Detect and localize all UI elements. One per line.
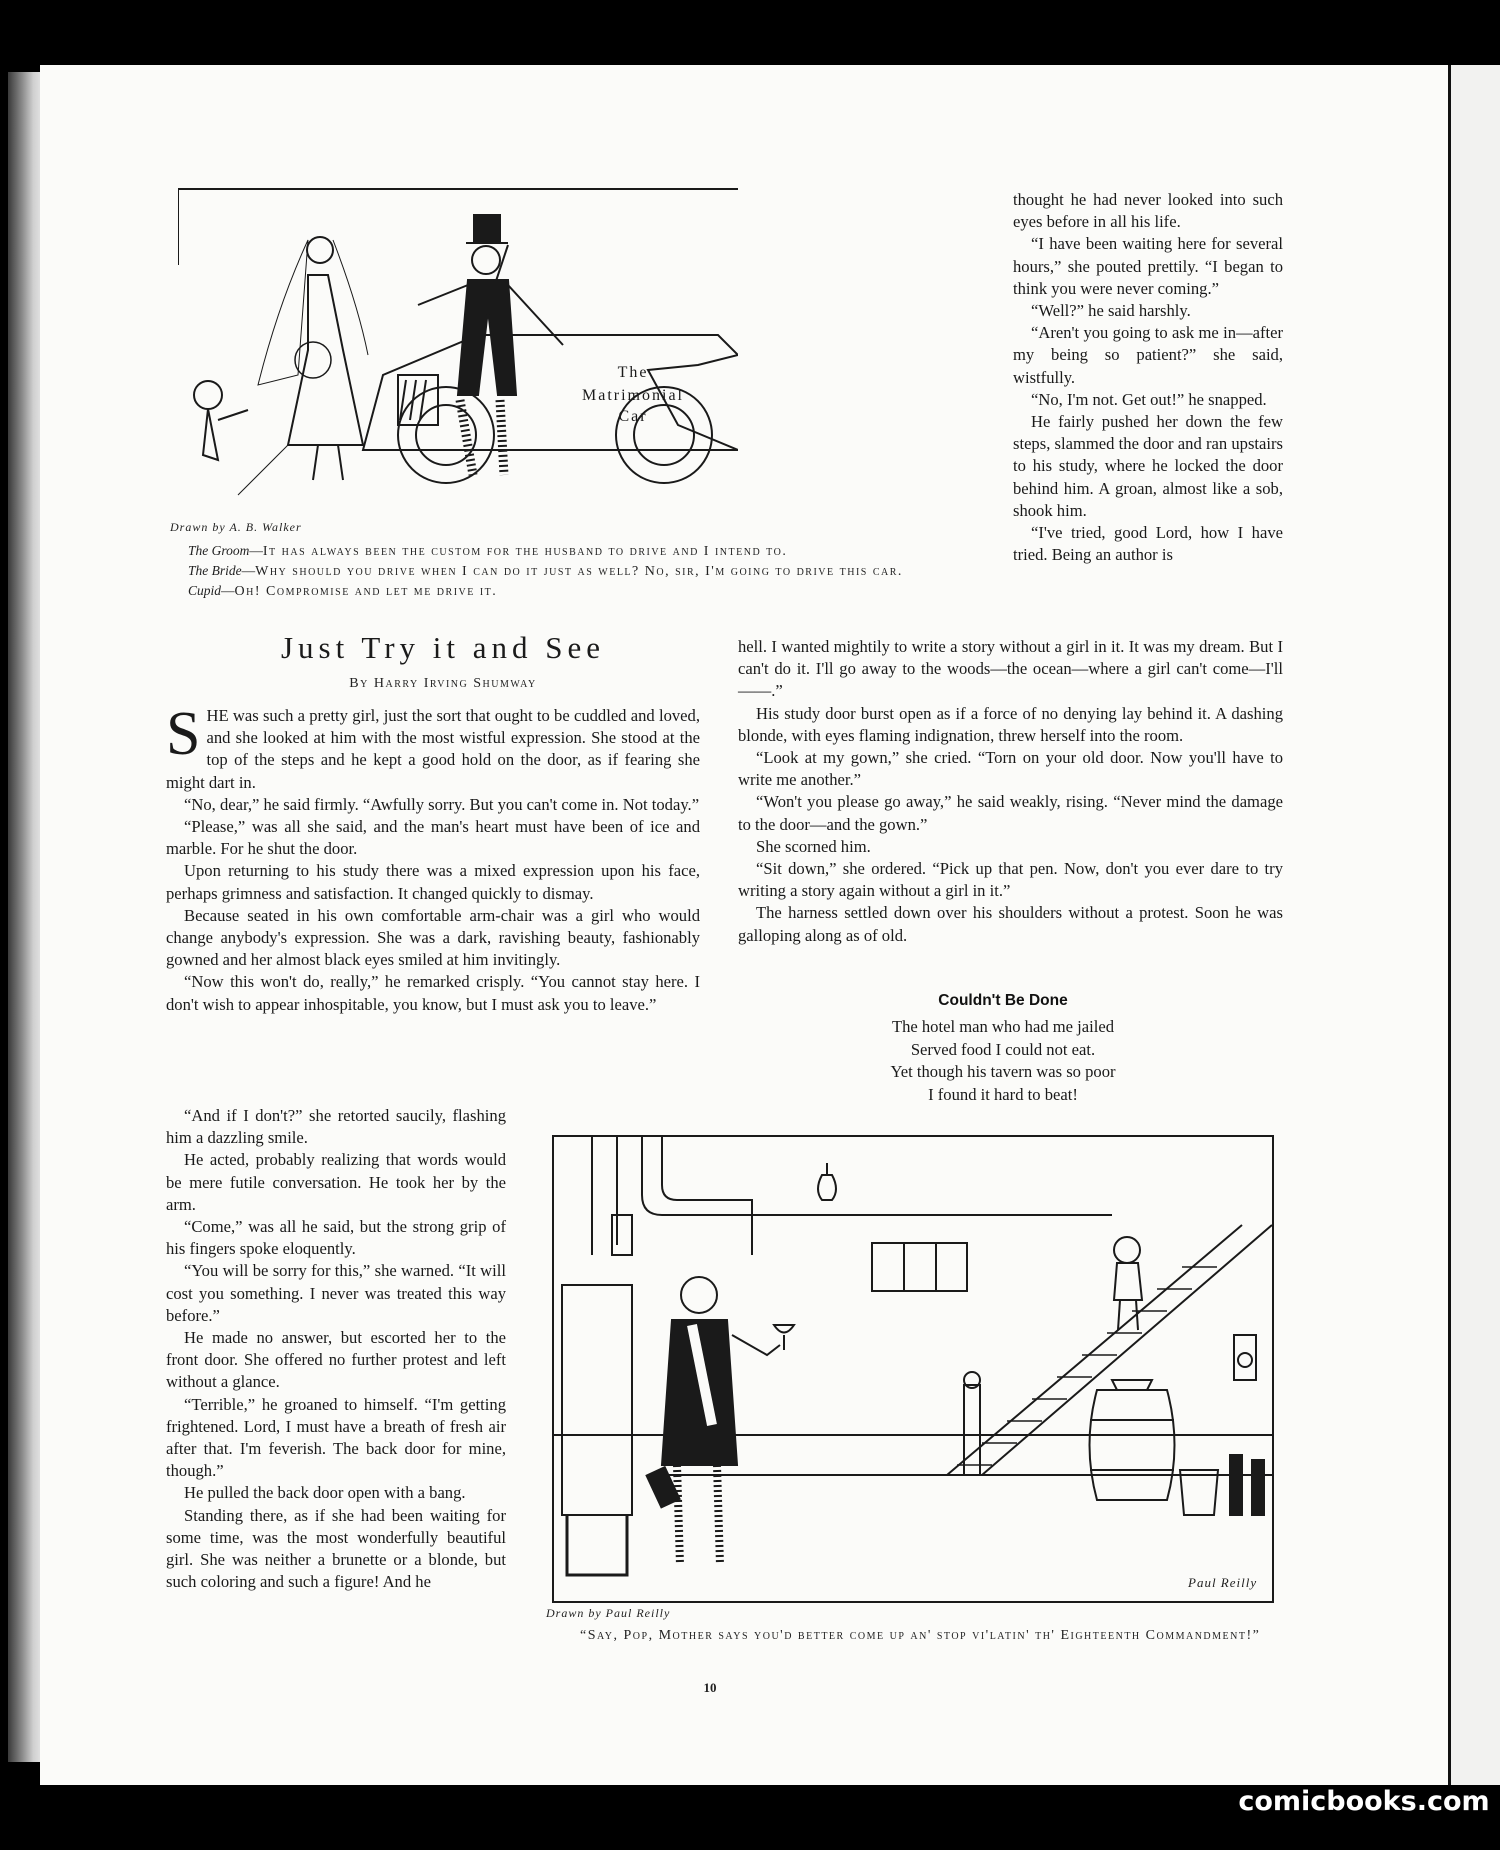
story-column-1-narrow [166,1105,506,1593]
bottom-cartoon-caption: “Say, Pop, Mother says you'd better come up an' stop vi'latin' th' Eighteenth Commandment!” [580,1628,1261,1643]
story-paragraph: “I have been waiting here for several hours,” she pouted prettily. “I began to think you were never coming.” [1013,234,1283,298]
poem-title: Couldn't Be Done [938,992,1068,1009]
story-paragraph: She scorned him. [756,836,871,856]
story-paragraph: “Won't you please go away,” he said weakly, rising. “Never mind the damage to the door—and the gown.” [738,792,1283,834]
bottom-cartoon-credit: Drawn by Paul Reilly [546,1606,671,1620]
poem-line: Served food I could not eat. [910,1039,1096,1059]
story-paragraph: “No, I'm not. Get out!” he snapped. [1031,389,1267,409]
poem-line: The hotel man who had me jailed [891,1017,1115,1036]
story-paragraph: “No, dear,” he said firmly. “Awfully sorry. But you can't come in. Not today.” [184,794,700,814]
story-paragraph: He fairly pushed her down the few steps, slammed the door and ran upstairs to his study, where he locked the door behind him. A groan, almost like a sob, shook him. [1013,412,1283,520]
story-paragraph: “Look at my gown,” she cried. “Torn on your old door. Now you'll have to write me another.” [738,748,1283,790]
story-paragraph: “Now this won't do, really,” he remarked crisply. “You cannot stay here. I don't wish to appear inhospitable, you know, but I must ask you to leave.” [166,972,700,1014]
site-watermark: comicbooks.com [1238,1786,1490,1817]
caption-line-cupid: Cupid—Oh! Compromise and let me drive it. [188,583,498,599]
story-paragraph: “Come,” was all he said, but the strong grip of his fingers spoke eloquently. [166,1217,506,1259]
story-paragraph: “Please,” was all she said, and the man's heart must have been of ice and marble. For he shut the door. [166,817,700,859]
story-paragraph: “I've tried, good Lord, how I have tried. Being an author is [1013,523,1283,565]
story-paragraph: hell. I wanted mightily to write a story without a girl in it. It was my dream. But I can't do it. I'll go away to the woods—the ocean—where a girl can't come—I'll——.” [738,637,1283,701]
cellar-illustration [552,1135,1274,1603]
story-column-right-top [1013,189,1283,566]
cartoon-illustration [178,185,738,515]
byline-text: By Harry Irving Shumway [349,676,537,691]
cellar-cartoon [552,1135,1274,1603]
car-lettering-2: Matrimonial [582,387,684,404]
story-paragraph: “Well?” he said harshly. [1031,301,1191,321]
story-paragraph: He acted, probably realizing that words would be mere futile conversation. He took her by the arm. [166,1150,506,1214]
matrimonial-car-cartoon [178,185,738,515]
car-lettering-1: The [617,364,649,381]
binding-spine [8,72,44,1762]
speaker-cupid: Cupid [188,583,222,598]
caption-text-groom: It has always been the custom for the husband to drive and I intend to. [262,544,788,559]
poem-line: I found it hard to beat! [928,1084,1078,1104]
story-byline [188,676,698,692]
story-paragraph: Because seated in his own comfortable arm-chair was a girl who would change anybody's expression. She was a dark, ravishing beauty, fashionably gowned and her almost black eyes smiled at him invitingly. [166,905,700,970]
opening-text: HE was such a pretty girl, just the sort that ought to be cuddled and loved, and she looked at him with the most wistful expression. She stood at the top of the steps and he kept a good hold on the door, as if fearing she might dart in. [166,706,700,792]
story-column-2 [738,636,1283,947]
page-edge [1448,65,1500,1785]
caption-line-groom: The Groom—It has always been the custom for the husband to drive and I intend to. [188,543,788,559]
car-lettering-3: Car [618,408,648,425]
story-paragraph: His study door burst open as if a force of no denying lay behind it. A dashing blonde, with eyes flaming indignation, threw herself into the room. [738,703,1283,745]
poem [738,1016,1268,1106]
top-cartoon-credit: Drawn by A. B. Walker [170,520,302,534]
story-paragraph: “Aren't you going to ask me in—after my being so patient?” she said, wistfully. [1013,323,1283,387]
story-title: Just Try it and See [280,630,606,665]
story-paragraph: “Sit down,” she ordered. “Pick up that pen. Now, don't you ever dare to try writing a story again without a girl in it.” [738,859,1283,901]
story-paragraph: “And if I don't?” she retorted saucily, flashing him a dazzling smile. [166,1106,506,1148]
story-paragraph: “You will be sorry for this,” she warned. “It will cost you something. I never was treated this way before.” [166,1261,506,1325]
caption-text-cupid: Oh! Compromise and let me drive it. [234,584,498,599]
story-paragraph: He pulled the back door open with a bang. [184,1483,466,1503]
drop-cap: S [166,700,201,768]
story-paragraph: The harness settled down over his shoulders without a protest. Soon he was galloping along as of old. [738,903,1283,945]
story-paragraph: Upon returning to his study there was a mixed expression upon his face, perhaps grimness and satisfaction. It changed quickly to dismay. [166,861,700,903]
story-paragraph: Standing there, as if she had been waiting for some time, was the most wonderfully beautiful girl. She was neither a brunette or a blonde, but such coloring and such a figure! And he [166,1505,506,1592]
story-paragraph: thought he had never looked into such eyes before in all his life. [1013,190,1283,232]
speaker-bride: The Bride [188,563,242,578]
story-paragraph: He made no answer, but escorted her to the front door. She offered no further protest and left without a glance. [166,1328,506,1392]
story-paragraph: “Terrible,” he groaned to himself. “I'm getting frightened. Lord, I must have a breath of fresh air after that. I'm feverish. The back door for mine, though.” [166,1394,506,1481]
story-column-1 [166,700,700,1016]
top-cartoon-caption [188,541,978,601]
caption-line-bride: The Bride—Why should you drive when I can do it just as well? No, sir, I'm going to drive this car. [188,563,903,579]
page-number: 10 [703,1680,717,1695]
story-opening-paragraph [166,700,700,794]
speaker-groom: The Groom [188,543,250,558]
artist-signature: Paul Reilly [1188,1575,1258,1590]
poem-line: Yet though his tavern was so poor [890,1062,1116,1081]
caption-text-bride: Why should you drive when I can do it just as well? No, sir, I'm going to drive this car. [255,564,903,579]
